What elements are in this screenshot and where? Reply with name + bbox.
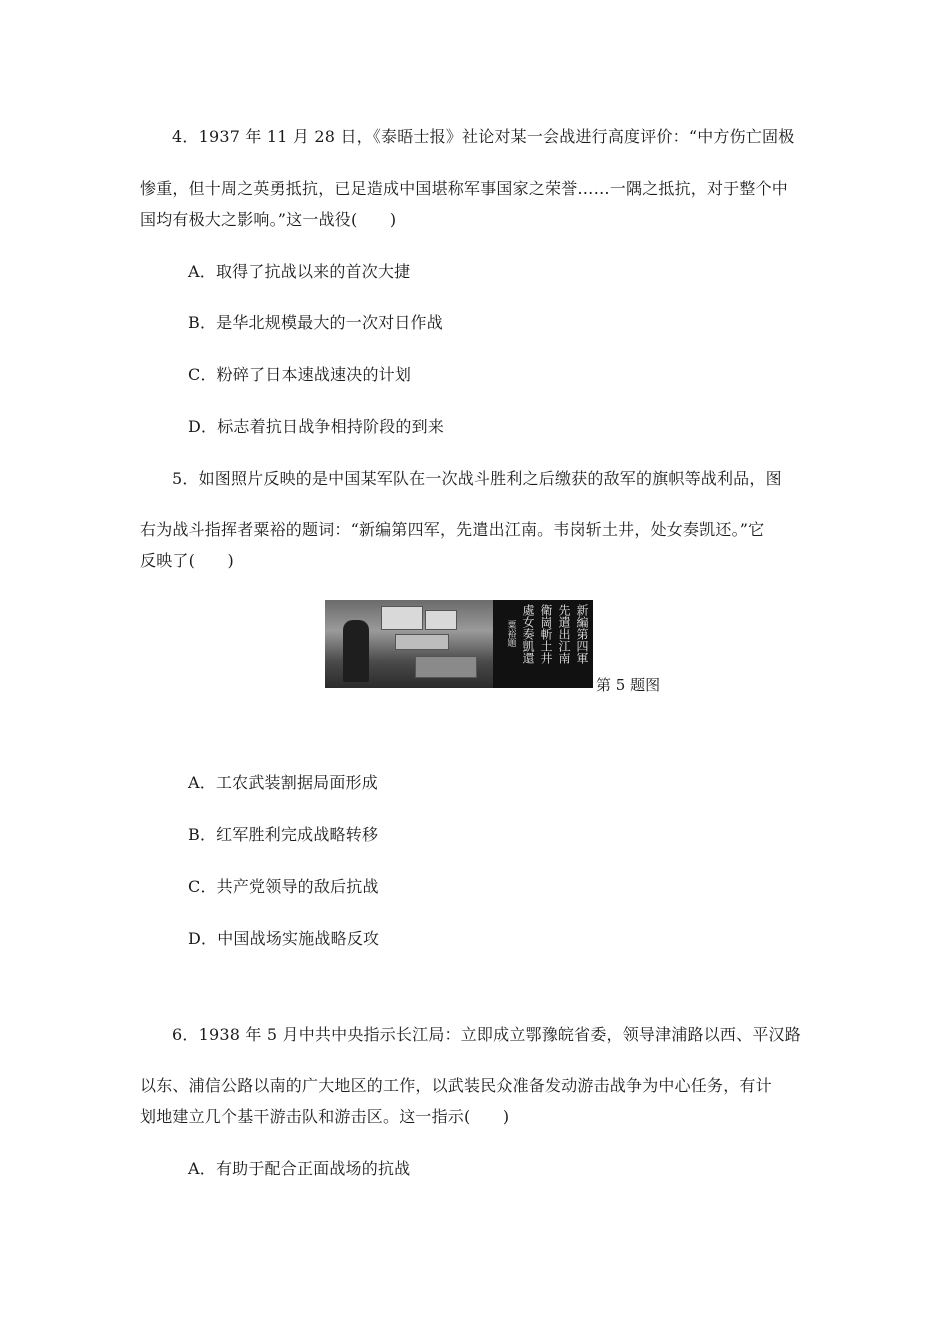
war-trophies-photo [325, 600, 493, 688]
q6-option-a: A．有助于配合正面战场的抗战 [188, 1159, 411, 1178]
q6-stem-line-1: 6．1938 年 5 月中共中央指示长江局：立即成立鄂豫皖省委，领导津浦路以西、平汉路 [172, 1025, 801, 1044]
captured-flag-shape [425, 610, 457, 630]
trophy-box-shape [415, 656, 477, 678]
q4-option-a: A．取得了抗战以来的首次大捷 [188, 262, 411, 281]
q4-stem-line-3: 国均有极大之影响。”这一战役( ) [140, 210, 397, 229]
q6-stem-line-2: 以东、浦信公路以南的广大地区的工作，以武装民众准备发动游击战争为中心任务，有计 [140, 1076, 772, 1095]
soldier-figure [343, 620, 369, 682]
q5-stem-line-3: 反映了( ) [140, 551, 234, 570]
q4-option-c: C．粉碎了日本速战速决的计划 [188, 365, 412, 384]
calligraphy-column [575, 604, 589, 664]
q6-stem-line-3: 划地建立几个基干游击队和游击区。这一指示( ) [140, 1107, 510, 1126]
q4-option-d: D．标志着抗日战争相持阶段的到来 [188, 417, 445, 436]
q5-stem-line-1: 5．如图照片反映的是中国某军队在一次战斗胜利之后缴获的敌军的旗帜等战利品，图 [172, 469, 782, 488]
calligraphy-text: 新編第四軍 [575, 604, 589, 664]
q4-stem-line-2: 惨重，但十周之英勇抵抗，已足造成中国堪称军事国家之荣誉……一隅之抵抗，对于整个中 [140, 179, 789, 198]
calligraphy-column [539, 604, 553, 664]
captured-flag-shape [381, 606, 423, 630]
calligraphy-signature: 粟裕題 [505, 620, 516, 647]
calligraphy-column [503, 620, 517, 647]
trophy-table-shape [395, 634, 449, 650]
q5-figure-photo [325, 600, 593, 688]
q4-option-b: B．是华北规模最大的一次对日作战 [188, 313, 443, 332]
calligraphy-text: 處女奏凱還 [521, 604, 535, 664]
q5-option-a: A．工农武装割据局面形成 [188, 773, 378, 792]
q4-stem-line-1: 4．1937 年 11 月 28 日，《泰晤士报》社论对某一会战进行高度评价：“中方伤亡固极 [172, 127, 795, 146]
calligraphy-column [521, 604, 535, 664]
q5-option-b: B．红军胜利完成战略转移 [188, 825, 379, 844]
calligraphy-column [557, 604, 571, 664]
q5-option-c: C．共产党领导的敌后抗战 [188, 877, 379, 896]
q5-option-d: D．中国战场实施战略反攻 [188, 929, 380, 948]
calligraphy-text: 衛崗斬土井 [539, 604, 553, 664]
su-yu-calligraphy [493, 600, 593, 688]
calligraphy-text: 先遣出江南 [557, 604, 571, 664]
q5-stem-line-2: 右为战斗指挥者粟裕的题词：“新编第四军，先遣出江南。韦岗斩土井，处女奏凯还。”它 [140, 520, 765, 539]
q5-figure-caption: 第 5 题图 [596, 676, 661, 694]
